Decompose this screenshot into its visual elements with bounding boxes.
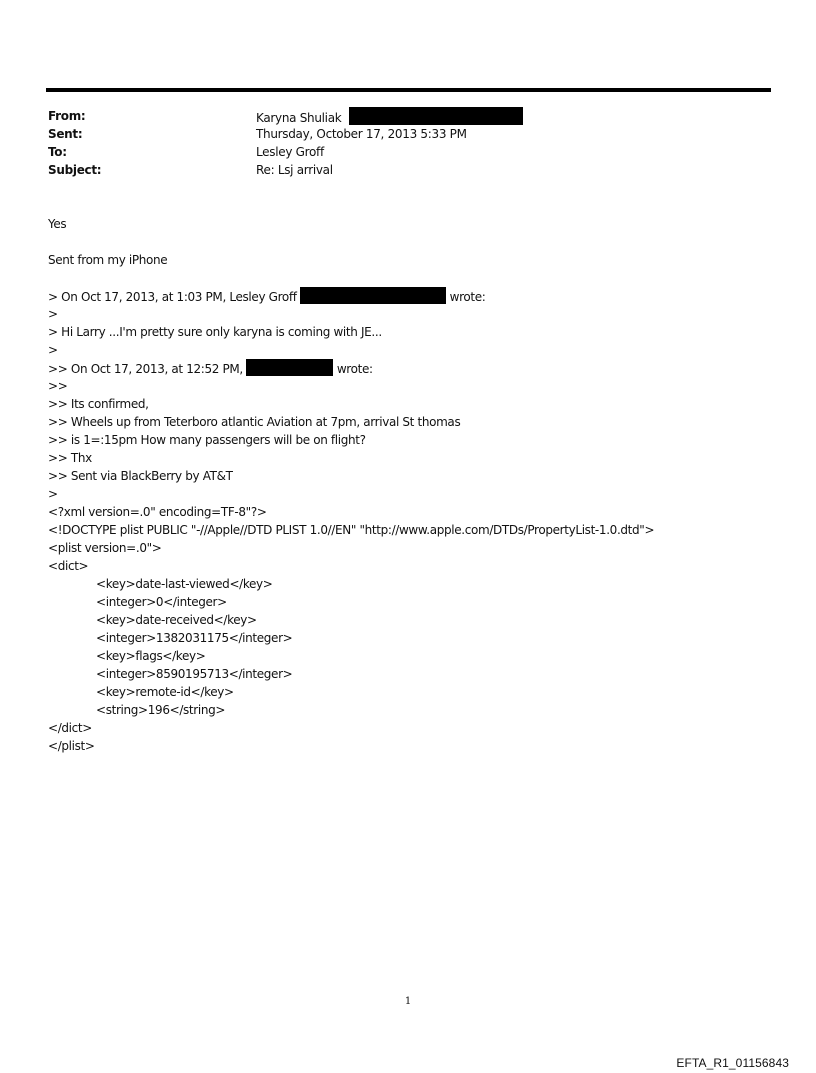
quote1-header	[48, 287, 485, 306]
xml-entry: <integer>0</integer>	[96, 595, 227, 609]
xml-entry: <key>remote-id</key>	[96, 685, 234, 699]
xml-entry: <integer>8590195713</integer>	[96, 667, 293, 681]
page-number: 1	[404, 996, 412, 1007]
redaction-box	[246, 359, 333, 376]
xml-entry: <string>196</string>	[96, 703, 226, 717]
subject-value: Re: Lsj arrival	[256, 163, 333, 177]
quote-marker: >	[48, 487, 58, 501]
to-value: Lesley Groff	[256, 145, 324, 159]
xml-doctype: <!DOCTYPE plist PUBLIC "-//Apple//DTD PLIST 1.0//EN" "http://www.apple.com/DTDs/PropertyList-1.0.dtd">	[48, 523, 655, 537]
quote2-line: >> is 1=:15pm How many passengers will be on flight?	[48, 433, 366, 447]
document-id: EFTA_R1_01156843	[676, 1056, 789, 1070]
redaction-box	[349, 107, 523, 125]
xml-dict-close: </dict>	[48, 721, 92, 735]
quote-marker: >>	[48, 379, 68, 393]
redaction-box	[300, 287, 446, 304]
quote2-line: >> Thx	[48, 451, 92, 465]
quote2-line: >> Wheels up from Teterboro atlantic Aviation at 7pm, arrival St thomas	[48, 415, 461, 429]
xml-entry: <key>date-received</key>	[96, 613, 257, 627]
quote1-suffix: wrote:	[449, 290, 486, 304]
signature-text: Sent from my iPhone	[48, 253, 168, 267]
xml-entry: <key>date-last-viewed</key>	[96, 577, 273, 591]
quote1-prefix: > On Oct 17, 2013, at 1:03 PM, Lesley Groff	[48, 290, 297, 304]
subject-label: Subject:	[48, 163, 102, 177]
sent-value: Thursday, October 17, 2013 5:33 PM	[256, 127, 467, 141]
quote-marker: >	[48, 307, 58, 321]
xml-plist-open: <plist version=.0">	[48, 541, 162, 555]
header-rule	[46, 88, 771, 92]
from-value	[256, 107, 523, 127]
quote1-text: > Hi Larry ...I'm pretty sure only karyna is coming with JE...	[48, 325, 382, 339]
xml-declaration: <?xml version=.0" encoding=TF-8"?>	[48, 505, 267, 519]
xml-entry: <key>flags</key>	[96, 649, 206, 663]
to-label: To:	[48, 145, 67, 159]
quote-marker: >	[48, 343, 58, 357]
xml-entry: <integer>1382031175</integer>	[96, 631, 293, 645]
quote2-line: >> Its confirmed,	[48, 397, 149, 411]
reply-text: Yes	[48, 217, 67, 231]
sent-label: Sent:	[48, 127, 83, 141]
quote2-prefix: >> On Oct 17, 2013, at 12:52 PM,	[48, 362, 243, 376]
quote2-suffix: wrote:	[336, 362, 373, 376]
from-name: Karyna Shuliak	[256, 111, 342, 125]
xml-dict-open: <dict>	[48, 559, 89, 573]
quote2-line: >> Sent via BlackBerry by AT&T	[48, 469, 233, 483]
from-label: From:	[48, 109, 86, 123]
xml-plist-close: </plist>	[48, 739, 95, 753]
quote2-header	[48, 359, 373, 378]
